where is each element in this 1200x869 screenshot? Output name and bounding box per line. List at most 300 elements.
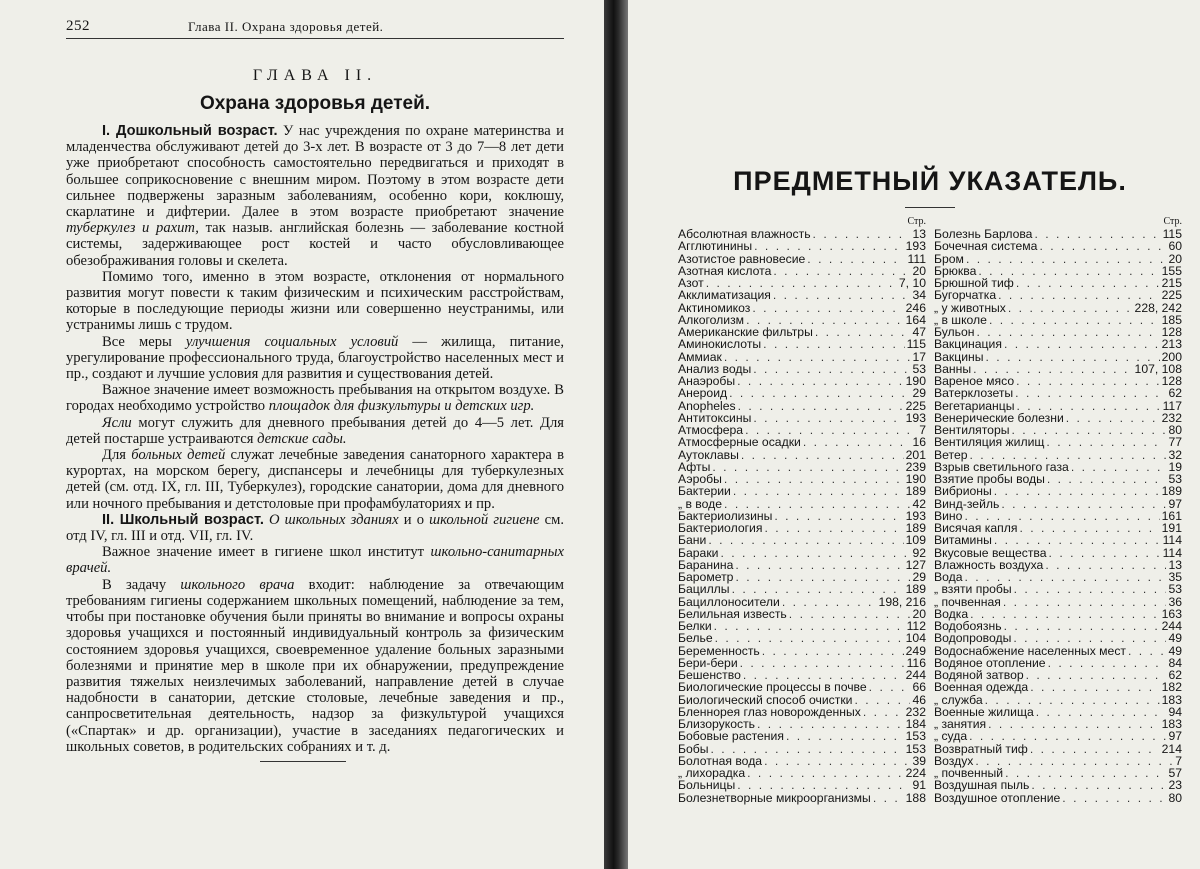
- paragraph-sick-children: Для больных детей служат лечебные заведения санаторного характера в курортах, на морском берегу, диспансеры и лечебницы для туберкулезных детей (см. отд. IX, гл. III, Туберкулез), городские санатории, дома для дневного или ночного пребывания и детстоловые при профамбулаториях и пр.: [66, 447, 564, 512]
- index-term: Военная одежда: [934, 680, 1029, 695]
- index-title: ПРЕДМЕТНЫЙ УКАЗАТЕЛЬ.: [733, 166, 1127, 196]
- index-entry: [934, 289, 1182, 301]
- index-term: Азотная кислота: [678, 263, 772, 278]
- index-entry: [934, 596, 1182, 608]
- index-term: Висячая капля: [934, 521, 1018, 535]
- index-term: Водяной затвор: [934, 668, 1024, 682]
- index-page-ref: 92: [912, 545, 926, 560]
- index-page-ref: 232: [905, 704, 926, 719]
- index-term: Anopheles: [678, 398, 736, 413]
- leader-dots: [1039, 240, 1166, 252]
- index-term: Бочечная система: [934, 239, 1038, 254]
- index-page-ref: 225: [905, 398, 926, 413]
- index-page-ref: 155: [1161, 263, 1182, 278]
- leader-dots: [789, 608, 911, 620]
- leader-dots: [714, 620, 905, 632]
- index-term: Бациллоносители: [678, 594, 780, 609]
- leader-dots: [966, 253, 1167, 265]
- leader-dots: [813, 228, 911, 240]
- index-term: Бактериолизины: [678, 508, 773, 523]
- leader-dots: [1128, 645, 1166, 657]
- index-page-ref: 153: [905, 741, 926, 756]
- index-term: Вареное мясо: [934, 374, 1015, 388]
- leader-dots: [1016, 277, 1160, 289]
- index-term: „ лихорадка: [678, 766, 746, 780]
- leader-dots: [803, 436, 911, 448]
- index-page-ref: 161: [1161, 508, 1182, 523]
- leader-dots: [1062, 792, 1166, 804]
- index-column-1: [678, 216, 926, 804]
- index-entry: [934, 338, 1182, 350]
- index-term: Американские фильтры: [678, 325, 813, 339]
- index-term: „ служба: [934, 692, 983, 707]
- index-entry: [678, 289, 926, 301]
- index-page-ref: 189: [1161, 484, 1182, 499]
- leader-dots: [854, 694, 910, 706]
- index-entry: [678, 265, 926, 277]
- index-term: Винд-зейль: [934, 496, 1000, 511]
- index-term: Ванны: [934, 361, 972, 376]
- index-term: Анаэробы: [678, 374, 736, 388]
- title-rule: [905, 207, 955, 208]
- index-term: Ветер: [934, 447, 968, 462]
- index-page-ref: 117: [1162, 398, 1182, 413]
- index-page-ref: 232: [1161, 410, 1182, 425]
- index-term: Болезнетворные микроорганизмы: [678, 790, 871, 805]
- index-term: Влажность воздуха: [934, 557, 1044, 572]
- index-page-ref: 66: [912, 680, 926, 695]
- leader-dots: [869, 681, 911, 693]
- leader-dots: [988, 718, 1160, 730]
- index-term: Бери-бери: [678, 655, 738, 670]
- index-term: Водобоязнь: [934, 619, 1002, 633]
- index-page-ref: 53: [1168, 472, 1182, 486]
- index-term: Аутоклавы: [678, 447, 739, 462]
- index-page-ref: 7: [919, 423, 926, 437]
- index-page-ref: 183: [1161, 692, 1182, 707]
- index-entry: [934, 779, 1182, 791]
- leader-dots: [735, 571, 910, 583]
- paragraph-social-conditions: Все меры улучшения социальных условий — жилища, питание, урегулирование профессионального труда, благоустройство населенных мест и пр., создают и лучшие условия для развития и существования детей.: [66, 333, 564, 383]
- index-entry: [678, 240, 926, 252]
- leader-dots: [1071, 461, 1167, 473]
- index-page-ref: 114: [1162, 533, 1182, 548]
- index-column-2: [934, 216, 1182, 804]
- index-term: Вино: [934, 508, 963, 523]
- paragraph-doctor-tasks: В задачу школьного врача входит: наблюдение за отвечающим требованиям гигиены содержанием школьных помещений, наблюдение за тем, чтобы при постановке обучения были приняты во внимание и вопросы охраны здоровья учащихся и постоянный индивидуальный контроль за физическим состоянием здоровья учащихся, своевременное удаление больных заразными болезнями и принятие мер в школе при их обнаружении, предупреждение развития тяжелых неизлечимых заболеваний, направление детей в случае надобности в санатории, детские столовые, лечебные заведения и пр., санпросветительная деятельность, надзор за физкультурой учащихся («Спартак» и др. организации), участие в заседаниях педагогических и школьных советов, в родительских собраниях и т. д.: [66, 576, 564, 755]
- index-entry: [678, 534, 926, 546]
- running-header: [66, 16, 564, 39]
- leader-dots: [1049, 547, 1161, 559]
- index-term: Аэробы: [678, 472, 722, 486]
- index-term: Атмосферные осадки: [678, 435, 801, 450]
- index-page-ref: 20: [912, 606, 926, 621]
- index-term: Азотистое равновесие: [678, 251, 806, 266]
- index-entry: [934, 240, 1182, 252]
- paragraph-nurseries: Ясли могут служить для дневного пребывания детей до 4—5 лет. Для детей постарше устраиваются детские сады.: [66, 414, 564, 447]
- index-page-ref: 29: [912, 386, 926, 401]
- index-entry: [934, 302, 1182, 314]
- index-page-ref: 7, 10: [898, 276, 926, 290]
- index-term: Бешенство: [678, 668, 741, 682]
- index-term: Вакцины: [934, 349, 984, 364]
- index-page-ref: 182: [1161, 680, 1182, 695]
- index-term: Афты: [678, 459, 711, 474]
- index-term: „ занятия: [934, 717, 987, 731]
- leader-dots: [1003, 596, 1167, 608]
- index-entry: [934, 792, 1182, 804]
- index-term: Водоснабжение населенных мест: [934, 643, 1127, 658]
- leader-dots: [1019, 522, 1159, 534]
- index-entry: [678, 730, 926, 742]
- index-page-ref: 128: [1161, 325, 1182, 339]
- index-page-ref: 190: [905, 374, 926, 388]
- index-entry: [678, 338, 926, 350]
- index-page-ref: 17: [912, 349, 926, 364]
- index-entry: [678, 632, 926, 644]
- index-page-ref: 62: [1168, 668, 1182, 682]
- index-page-ref: 13: [1168, 557, 1182, 572]
- index-term: Брюква: [934, 263, 977, 278]
- leader-dots: [741, 449, 904, 461]
- index-page-ref: 185: [1161, 312, 1182, 327]
- index-page-ref: 97: [1168, 496, 1182, 511]
- index-term: Водяное отопление: [934, 655, 1046, 670]
- index-page-ref: 193: [905, 508, 926, 523]
- leader-dots: [1047, 473, 1167, 485]
- index-page-ref: 91: [912, 778, 926, 793]
- index-term: Воздух: [934, 753, 974, 768]
- index-entry: [678, 681, 926, 693]
- leader-dots: [740, 657, 905, 669]
- index-page-ref: 246: [905, 300, 926, 315]
- index-term: Барометр: [678, 570, 734, 584]
- leader-dots: [764, 522, 903, 534]
- index-entry: [678, 645, 926, 657]
- index-page-ref: 225: [1161, 288, 1182, 303]
- leader-dots: [1005, 767, 1166, 779]
- index-term: Азот: [678, 276, 704, 290]
- index-page-ref: 112: [906, 619, 926, 633]
- index-entry: [678, 351, 926, 363]
- leader-dots: [863, 706, 904, 718]
- index-entry: [678, 436, 926, 448]
- index-list-2: [934, 228, 1182, 804]
- index-page-ref: 115: [1162, 227, 1182, 241]
- leader-dots: [969, 730, 1166, 742]
- index-term: Абсолютная влажность: [678, 227, 811, 241]
- index-term: Биологические процессы в почве: [678, 680, 867, 695]
- index-entry: [934, 351, 1182, 363]
- index-term: Бани: [678, 533, 707, 548]
- leader-dots: [715, 632, 904, 644]
- leader-dots: [815, 326, 911, 338]
- index-term: Белье: [678, 631, 713, 646]
- index-entry: [678, 387, 926, 399]
- index-term: „ суда: [934, 729, 968, 744]
- index-page-ref: 111: [907, 251, 926, 266]
- index-term: „ почвенный: [934, 766, 1004, 780]
- index-term: Брюшной тиф: [934, 276, 1014, 290]
- index-entry: [934, 387, 1182, 399]
- index-term: Антитоксины: [678, 410, 752, 425]
- index-page-ref: 7: [1175, 753, 1182, 768]
- index-term: Белки: [678, 619, 712, 633]
- index-term: Венерические болезни: [934, 410, 1064, 425]
- leader-dots: [994, 534, 1161, 546]
- index-term: Больницы: [678, 778, 736, 793]
- index-entry: [678, 400, 926, 412]
- leader-dots: [729, 387, 910, 399]
- index-page-ref: 244: [905, 668, 926, 682]
- index-term: „ у животных: [934, 300, 1006, 315]
- index-entry: [934, 743, 1182, 755]
- index-page-ref: 60: [1168, 239, 1182, 254]
- leader-dots: [754, 240, 904, 252]
- index-page-ref: 77: [1168, 435, 1182, 450]
- index-term: Атмосфера: [678, 423, 744, 437]
- chapter-label: ГЛАВА II.: [252, 67, 378, 84]
- leader-dots: [1030, 681, 1159, 693]
- index-page-ref: 189: [905, 521, 926, 535]
- index-term: Болотная вода: [678, 753, 763, 768]
- index-term: Беременность: [678, 643, 760, 658]
- index-page-ref: 19: [1168, 459, 1182, 474]
- index-term: Взрыв светильного газа: [934, 459, 1069, 474]
- index-entry: [678, 792, 926, 804]
- index-page-ref: 128: [1161, 374, 1182, 388]
- index-entry: [678, 547, 926, 559]
- index-page-ref: 49: [1168, 643, 1182, 658]
- index-entry: [678, 253, 926, 265]
- index-term: Вентиляторы: [934, 423, 1010, 437]
- leader-dots: [986, 351, 1160, 363]
- index-term: Агглютинины: [678, 239, 753, 254]
- leader-dots: [1048, 657, 1167, 669]
- index-page-ref: 53: [1168, 582, 1182, 597]
- index-term: „ в школе: [934, 312, 987, 327]
- index-page-ref: 163: [1161, 606, 1182, 621]
- leader-dots: [712, 461, 903, 473]
- end-rule: [260, 761, 346, 762]
- index-term: Анализ воды: [678, 361, 752, 376]
- index-page-ref: 20: [1168, 251, 1182, 266]
- index-entry: [934, 559, 1182, 571]
- index-term: Возвратный тиф: [934, 741, 1028, 756]
- index-page-ref: 127: [905, 557, 926, 572]
- index-page-ref: 164: [905, 312, 926, 327]
- index-term: Бульон: [934, 325, 975, 339]
- leader-dots: [1030, 743, 1160, 755]
- index-page-ref: 193: [905, 410, 926, 425]
- paragraph-school-intro: II. Школьный возраст. О школьных зданиях и о школьной гигиене см. отд IV, гл. III и отд. VII, гл. IV.: [66, 511, 565, 545]
- paragraph-deviations: Помимо того, именно в этом возрасте, отклонения от нормального развития могут повести к таким физическим и психическим расстройствам, которые в последующие периоды жизни или совершенно неустранимы, или устранимы лишь с трудом.: [66, 268, 564, 334]
- index-term: „ почвенная: [934, 594, 1001, 609]
- leader-dots: [762, 645, 904, 657]
- index-page-ref: 23: [1168, 778, 1182, 793]
- index-term: Бациллы: [678, 582, 730, 597]
- index-entry: [934, 718, 1182, 730]
- index-list-1: [678, 228, 926, 804]
- index-term: Вакцинация: [934, 337, 1002, 352]
- index-page-ref: 42: [912, 496, 926, 511]
- index-entry: [678, 608, 926, 620]
- index-page-ref: 107, 108: [1134, 361, 1182, 376]
- index-page-ref: 32: [1168, 447, 1182, 462]
- leader-dots: [753, 363, 910, 375]
- leader-dots: [1036, 706, 1167, 718]
- leader-dots: [970, 449, 1167, 461]
- index-page-ref: 84: [1168, 655, 1182, 670]
- leader-dots: [773, 265, 910, 277]
- index-page-ref: 97: [1168, 729, 1182, 744]
- index-page-ref: 215: [1161, 276, 1182, 290]
- leader-dots: [753, 412, 903, 424]
- index-page-ref: 62: [1168, 386, 1182, 401]
- index-page-ref: 114: [1162, 545, 1182, 560]
- index-term: Военные жилища: [934, 704, 1034, 719]
- leader-dots: [1004, 620, 1160, 632]
- index-page-ref: 190: [905, 472, 926, 486]
- leader-dots: [732, 583, 904, 595]
- index-term: Аммиак: [678, 349, 722, 364]
- leader-dots: [763, 338, 904, 350]
- index-term: Вентиляция жилищ: [934, 435, 1045, 450]
- index-term: Воздушное отопление: [934, 790, 1061, 805]
- index-page-ref: 104: [905, 631, 926, 646]
- index-page-ref: 198, 216: [878, 594, 926, 609]
- leader-dots: [708, 534, 903, 546]
- leader-dots: [737, 375, 904, 387]
- leader-dots: [720, 547, 910, 559]
- index-page-ref: 188: [905, 790, 926, 805]
- index-term: Близорукость: [678, 717, 756, 731]
- index-entry: [934, 400, 1182, 412]
- index-entry: [678, 302, 926, 314]
- index-entry: [678, 743, 926, 755]
- book-gutter: [604, 0, 628, 869]
- page-column-label: Стр.: [907, 216, 926, 227]
- index-term: Алкоголизм: [678, 312, 745, 327]
- index-page-ref: 191: [1161, 521, 1182, 535]
- index-entry: [934, 730, 1182, 742]
- index-page-ref: 29: [912, 570, 926, 584]
- index-columns: [678, 216, 1182, 804]
- index-term: Взятие пробы воды: [934, 472, 1045, 486]
- index-term: Бугорчатка: [934, 288, 997, 303]
- leader-dots: [977, 326, 1160, 338]
- index-entry: [678, 583, 926, 595]
- index-term: Акклиматизация: [678, 288, 771, 303]
- index-page-ref: 184: [905, 717, 926, 731]
- leader-dots: [1046, 436, 1166, 448]
- leader-dots: [1034, 228, 1160, 240]
- index-entry: [934, 498, 1182, 510]
- index-page-ref: 34: [912, 288, 926, 303]
- index-page-ref: 57: [1168, 766, 1182, 780]
- index-entry: [678, 498, 926, 510]
- index-page-ref: 214: [1161, 741, 1182, 756]
- index-term: Водопроводы: [934, 631, 1012, 646]
- index-entry: [934, 583, 1182, 595]
- leader-dots: [989, 314, 1160, 326]
- index-entry: [934, 632, 1182, 644]
- index-entry: [934, 485, 1182, 497]
- leader-dots: [1031, 779, 1166, 791]
- index-page-ref: 189: [905, 582, 926, 597]
- index-term: Витамины: [934, 533, 992, 548]
- index-page-ref: 115: [906, 337, 926, 352]
- index-term: Болезнь Барлова: [934, 227, 1033, 241]
- index-entry: [934, 681, 1182, 693]
- index-term: Бобы: [678, 741, 709, 756]
- index-term: Вода: [934, 570, 963, 584]
- leader-dots: [998, 289, 1160, 301]
- index-page-ref: 213: [1161, 337, 1182, 352]
- leader-dots: [1008, 302, 1133, 314]
- index-page-ref: 80: [1168, 790, 1182, 805]
- index-term: Бром: [934, 251, 964, 266]
- index-entry: [934, 253, 1182, 265]
- index-term: „ в воде: [678, 496, 723, 511]
- leader-dots: [994, 485, 1160, 497]
- index-page-ref: 80: [1168, 423, 1182, 437]
- leader-dots: [747, 767, 904, 779]
- index-page-ref: 193: [905, 239, 926, 254]
- index-page-ref: 201: [905, 447, 926, 462]
- leader-dots: [773, 289, 911, 301]
- index-entry: [934, 645, 1182, 657]
- index-page-ref: 16: [912, 435, 926, 450]
- index-page-ref: 94: [1168, 704, 1182, 719]
- index-term: Баранина: [678, 557, 734, 572]
- index-entry: [678, 522, 926, 534]
- index-page-ref: 249: [905, 643, 926, 658]
- index-page-ref: 153: [905, 729, 926, 744]
- page-number: 252: [66, 18, 90, 34]
- leader-dots: [1066, 412, 1160, 424]
- index-page-ref: 109: [905, 533, 926, 548]
- index-entry: [678, 485, 926, 497]
- section-heading-school: II. Школьный возраст.: [102, 511, 264, 528]
- leader-dots: [1013, 632, 1166, 644]
- index-entry: [678, 779, 926, 791]
- leader-dots: [764, 755, 910, 767]
- leader-dots: [711, 743, 904, 755]
- index-entry: [934, 547, 1182, 559]
- index-page-ref: 49: [1168, 631, 1182, 646]
- leader-dots: [724, 473, 904, 485]
- chapter-title: Охрана здоровья детей.: [199, 93, 431, 114]
- index-page-ref: 53: [912, 361, 926, 376]
- paragraph-preschool-intro: I. Дошкольный возраст. У нас учреждения по охране материнства и младенчества обслуживают детей до 3-х лет. В возрасте от 3 до 7—8 лет дети уже приобретают способность самостоятельно передвигаться и приходят в большее соприкосновение с внешним миром. Поэтому в этом возрасте дети сильнее подвержены заразным заболеваниям, особенно кори, коклюшу, скарлатине и дифтерии. Далее в этом возрасте приобретают значение туберкулез и рахит, так назыв. английская болезнь — заболевание костной системы, задерживающее рост костей и часто обусловливающее обезображивания головы и скелета.: [66, 123, 564, 269]
- index-term: Анероид: [678, 386, 728, 401]
- index-entry: [678, 694, 926, 706]
- leader-dots: [724, 351, 911, 363]
- index-page-ref: 35: [1168, 570, 1182, 584]
- section-heading-preschool: I. Дошкольный возраст.: [102, 123, 278, 139]
- leader-dots: [1045, 559, 1166, 571]
- leader-dots: [985, 694, 1160, 706]
- leader-dots: [1026, 669, 1167, 681]
- index-term: Бактериология: [678, 521, 763, 535]
- index-term: Вибрионы: [934, 484, 992, 499]
- index-term: Воздушная пыль: [934, 778, 1030, 793]
- index-entry: [678, 596, 926, 608]
- index-page-ref: 189: [905, 484, 926, 499]
- index-page-ref: 228, 242: [1134, 300, 1182, 315]
- right-page: [628, 0, 1200, 869]
